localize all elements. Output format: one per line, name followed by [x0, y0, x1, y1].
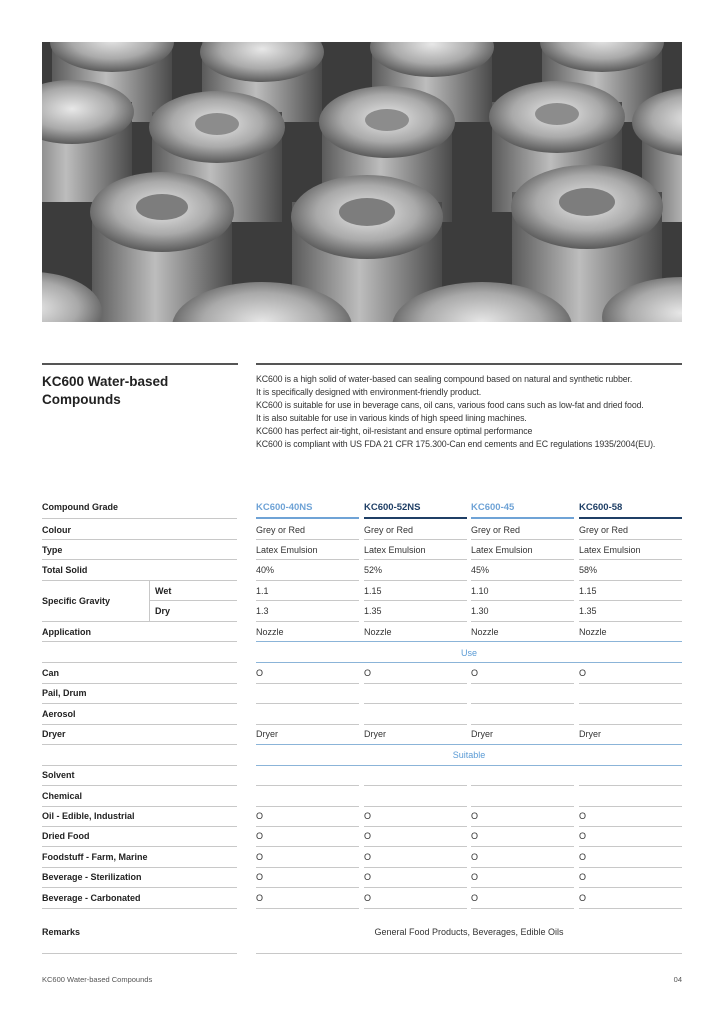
compound-grade-label: Compound Grade [42, 502, 118, 512]
cell-value: O [471, 811, 479, 821]
cell-value: O [256, 872, 264, 882]
row-divider [579, 806, 682, 807]
row-divider [42, 641, 237, 642]
row-divider [42, 785, 237, 786]
row-divider [579, 580, 682, 581]
row-divider [364, 887, 467, 888]
product-title [42, 373, 232, 409]
row-divider [364, 846, 467, 847]
cell-value: Dryer [579, 729, 601, 739]
row-divider [471, 600, 574, 601]
cell-value: O [579, 831, 587, 841]
cell-value: Nozzle [579, 627, 607, 637]
row-divider [42, 703, 237, 704]
row-divider [579, 867, 682, 868]
title-rule [42, 363, 238, 365]
grade-header: KC600-40NS [256, 502, 313, 513]
use-heading: Use [460, 648, 477, 658]
row-divider [364, 826, 467, 827]
row-divider [364, 867, 467, 868]
cell-value: 1.1 [256, 586, 269, 596]
row-divider [579, 683, 682, 684]
product-title-line1: KC600 Water-based [42, 374, 169, 389]
grade-header-bar [471, 517, 574, 519]
grade-header-bar [364, 517, 467, 519]
grade-header-bar [579, 517, 682, 519]
row-label: Colour [42, 525, 71, 535]
remarks-value: General Food Products, Beverages, Edible Oils [374, 927, 564, 937]
cell-value: 1.35 [579, 606, 597, 616]
row-divider [364, 806, 467, 807]
row-label: Pail, Drum [42, 688, 87, 698]
row-divider [471, 703, 574, 704]
row-divider [579, 887, 682, 888]
row-divider [364, 724, 467, 725]
cell-value: O [364, 811, 372, 821]
row-divider [471, 846, 574, 847]
cell-value: Dryer [364, 729, 386, 739]
row-divider [471, 887, 574, 888]
row-label: Can [42, 668, 60, 678]
description-line: KC600 is a high solid of water-based can sealing compound based on natural and synthetic rubber. [256, 374, 633, 384]
row-label: Foodstuff - Farm, Marine [42, 852, 148, 862]
cell-value: O [256, 893, 264, 903]
row-divider [42, 621, 237, 622]
row-divider [256, 806, 359, 807]
cell-value: 1.30 [471, 606, 489, 616]
cell-value: O [364, 668, 372, 678]
row-label: Solvent [42, 770, 75, 780]
row-divider [42, 887, 237, 888]
row-divider [256, 887, 359, 888]
row-divider [256, 683, 359, 684]
row-divider [364, 621, 467, 622]
row-divider [42, 806, 237, 807]
hero-photo [42, 42, 682, 322]
row-label: Beverage - Carbonated [42, 893, 141, 903]
row-divider [256, 662, 682, 663]
row-divider [579, 785, 682, 786]
cell-value: O [364, 852, 372, 862]
cell-value: Latex Emulsion [471, 545, 533, 555]
description-line: KC600 is suitable for use in beverage cans, oil cans, various food cans such as low-fat and dried food. [256, 399, 644, 410]
row-divider [579, 539, 682, 540]
cell-value: Grey or Red [364, 525, 414, 535]
row-divider [256, 580, 359, 581]
row-divider [42, 518, 237, 519]
row-divider [471, 785, 574, 786]
row-divider [256, 621, 359, 622]
row-divider [579, 621, 682, 622]
row-divider [471, 867, 574, 868]
row-divider [256, 600, 359, 601]
description-rule [256, 363, 682, 365]
cell-value: 1.10 [471, 586, 489, 596]
row-divider [256, 703, 359, 704]
row-divider [42, 744, 237, 745]
row-divider [579, 600, 682, 601]
row-label: Dried Food [42, 831, 90, 841]
row-divider [256, 846, 359, 847]
cell-value: Dryer [256, 729, 278, 739]
cell-value: 45% [471, 565, 490, 575]
row-divider [256, 559, 359, 560]
cell-value: 1.15 [579, 586, 597, 596]
row-divider [42, 539, 237, 540]
row-divider [579, 846, 682, 847]
cell-value: O [364, 831, 372, 841]
cell-value: O [471, 831, 479, 841]
row-divider [471, 580, 574, 581]
row-divider [256, 867, 359, 868]
cell-value: Latex Emulsion [364, 545, 426, 555]
row-divider [579, 908, 682, 909]
cell-value: O [256, 852, 264, 862]
cell-value: O [579, 852, 587, 862]
row-divider [256, 641, 682, 642]
cans-illustration [42, 42, 682, 322]
row-label: Dryer [42, 729, 66, 739]
grade-header: KC600-52NS [364, 502, 421, 513]
row-divider [42, 683, 237, 684]
cell-value: Nozzle [256, 627, 284, 637]
cell-value: Grey or Red [471, 525, 521, 535]
row-divider [579, 559, 682, 560]
row-label: Aerosol [42, 709, 76, 719]
row-divider [42, 846, 237, 847]
row-divider [42, 908, 237, 909]
cell-value: O [471, 893, 479, 903]
row-divider [256, 785, 359, 786]
row-label: Chemical [42, 791, 83, 801]
row-divider [364, 683, 467, 684]
description-line: It is also suitable for use in various kinds of high speed lining machines. [256, 412, 527, 423]
row-divider [42, 765, 237, 766]
row-divider [256, 539, 359, 540]
row-divider [42, 724, 237, 725]
row-divider [42, 580, 237, 581]
dry-label: Dry [155, 606, 171, 616]
footer-document-title: KC600 Water-based Compounds [42, 975, 153, 984]
cell-value: Latex Emulsion [579, 545, 641, 555]
specific-gravity-label: Specific Gravity [42, 596, 111, 606]
description-line: It is specifically designed with environment-friendly product. [256, 386, 482, 397]
row-divider [42, 826, 237, 827]
row-divider [256, 953, 682, 954]
row-divider [579, 703, 682, 704]
cell-value: O [579, 872, 587, 882]
cell-value: O [579, 668, 587, 678]
row-divider [256, 826, 359, 827]
row-divider [364, 559, 467, 560]
cell-value: 1.15 [364, 586, 382, 596]
row-divider [256, 724, 359, 725]
row-divider [471, 683, 574, 684]
row-divider [471, 621, 574, 622]
row-divider [471, 806, 574, 807]
product-title-line2: Compounds [42, 392, 121, 407]
cell-value: O [471, 872, 479, 882]
cell-value: 1.35 [364, 606, 382, 616]
cell-value: O [256, 668, 264, 678]
row-divider [42, 867, 237, 868]
cell-value: O [256, 831, 264, 841]
row-divider [364, 600, 467, 601]
row-label: Total Solid [42, 565, 88, 575]
row-divider [42, 953, 237, 954]
row-divider [471, 908, 574, 909]
row-divider [471, 724, 574, 725]
row-divider [364, 539, 467, 540]
cell-value: Grey or Red [579, 525, 629, 535]
row-divider [471, 559, 574, 560]
cell-value: O [471, 668, 479, 678]
cell-value: O [256, 811, 264, 821]
grade-header: KC600-58 [579, 502, 623, 513]
row-divider [364, 703, 467, 704]
row-divider [364, 580, 467, 581]
cell-value: 40% [256, 565, 275, 575]
row-divider [256, 744, 682, 745]
cell-value: Latex Emulsion [256, 545, 318, 555]
cell-value: Grey or Red [256, 525, 306, 535]
cell-value: O [471, 852, 479, 862]
cell-value: 58% [579, 565, 598, 575]
page-number: 04 [673, 975, 682, 984]
row-label: Type [42, 545, 63, 555]
grade-header: KC600-45 [471, 502, 515, 513]
cell-value: O [364, 872, 372, 882]
description-line: KC600 is compliant with US FDA 21 CFR 175.300-Can end cements and EC regulations 1935/2004(EU). [256, 438, 656, 449]
row-divider [579, 826, 682, 827]
cell-value: O [579, 893, 587, 903]
row-divider [149, 600, 237, 601]
suitable-heading: Suitable [452, 750, 486, 760]
description-line: KC600 has perfect air-tight, oil-resistant and ensure optimal performance [256, 425, 533, 436]
row-label: Beverage - Sterilization [42, 872, 142, 882]
cell-value: O [364, 893, 372, 903]
row-divider [364, 908, 467, 909]
row-divider [471, 539, 574, 540]
row-divider [579, 724, 682, 725]
row-divider [364, 785, 467, 786]
row-divider [256, 765, 682, 766]
row-divider [471, 826, 574, 827]
cell-value: Nozzle [471, 627, 499, 637]
cell-value: O [579, 811, 587, 821]
product-description [256, 373, 686, 450]
row-label: Oil - Edible, Industrial [42, 811, 135, 821]
row-divider [256, 908, 359, 909]
cell-value: Nozzle [364, 627, 392, 637]
wet-label: Wet [155, 586, 172, 596]
row-divider [42, 559, 237, 560]
grade-header-bar [256, 517, 359, 519]
cell-value: 52% [364, 565, 383, 575]
row-divider [42, 662, 237, 663]
remarks-label: Remarks [42, 927, 81, 937]
cell-value: Dryer [471, 729, 493, 739]
row-label: Application [42, 627, 91, 637]
cell-value: 1.3 [256, 606, 269, 616]
